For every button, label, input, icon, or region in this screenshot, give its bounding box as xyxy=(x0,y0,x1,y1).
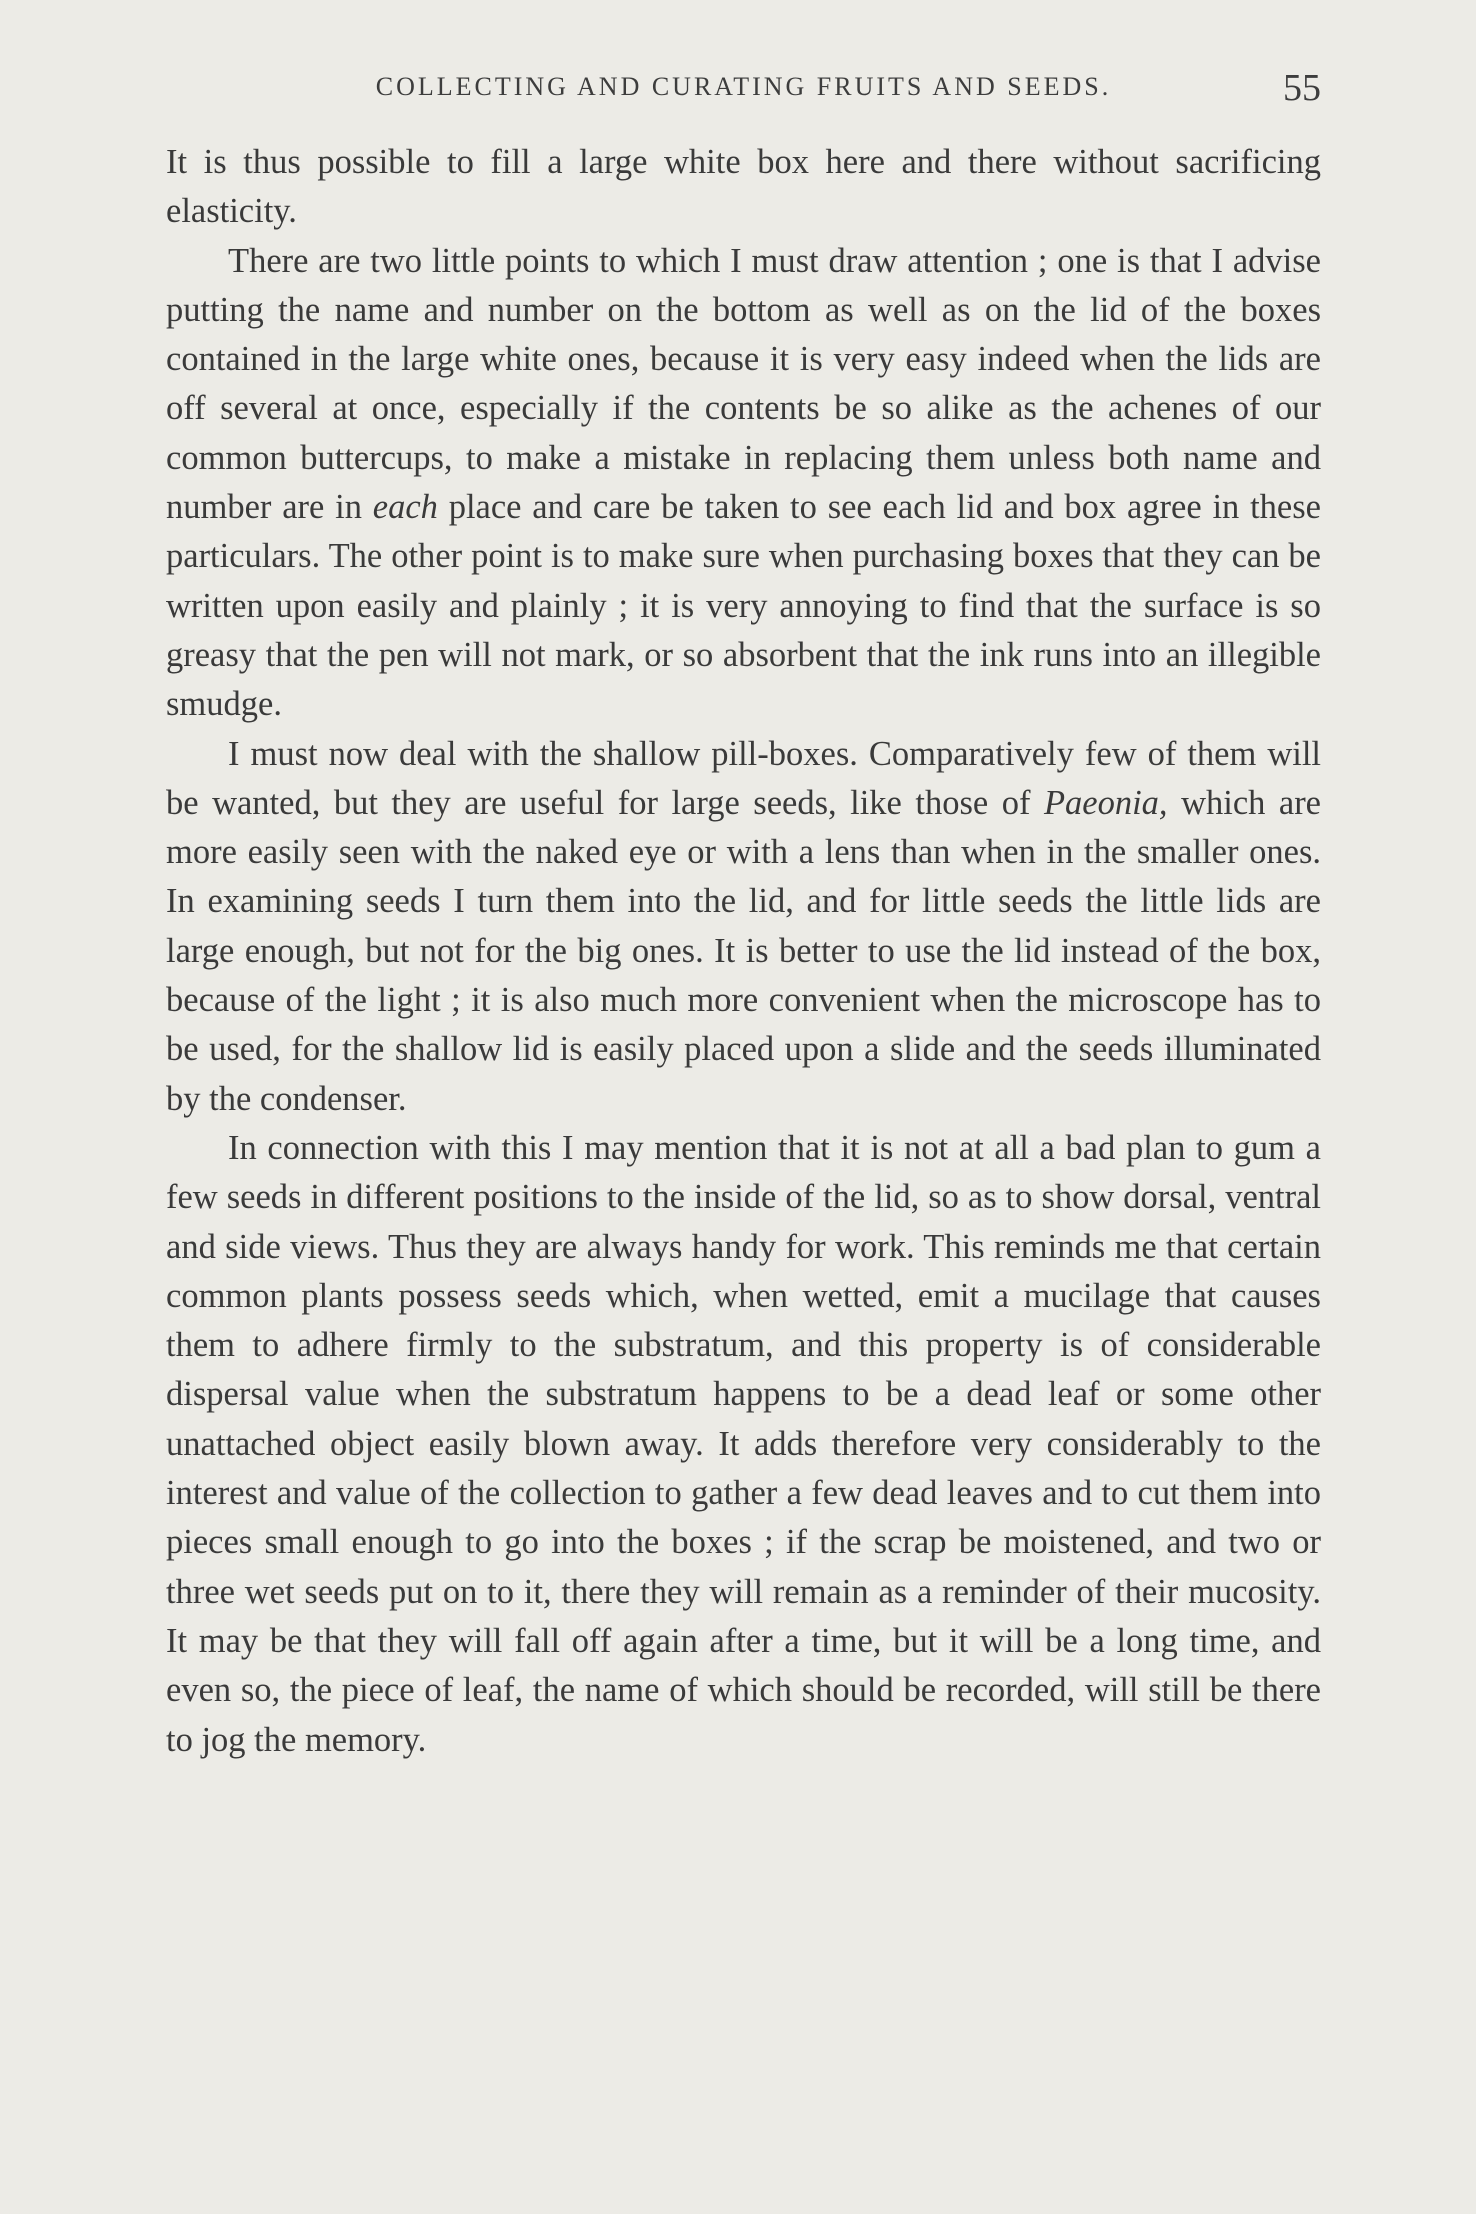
paragraph-3-text-a: I must now deal with the shallow pill-boxes. Comparatively few of them will be wanted, but they are useful for large seeds, like those of xyxy=(166,734,1321,822)
paragraph-2-text-b: place and care be taken to see each lid and box agree in these particulars. The other point is to make sure when purchasing boxes that they can be written upon easily and plainly ; it is very annoying to find that the surface is so greasy that the pen will not mark, or so absorbent that the ink runs into an illegible smudge. xyxy=(166,488,1321,724)
paragraph-1-text: It is thus possible to fill a large white box here and there without sacrificing elasticity. xyxy=(166,143,1321,231)
paragraph-3-text-b: which are more easily seen with the naked eye or with a lens than when in the smaller ones. In examining seeds I turn them into the lid, and for little seeds the little lids are large enough, but not for the big ones. It is better to use the lid instead of the box, because of the light ; it is also much more convenient when the microscope has to be used, for the shallow lid is easily placed upon a slide and the seeds illuminated by the condenser. xyxy=(166,783,1321,1118)
running-head xyxy=(166,66,1321,116)
paragraph-4-text: In connection with this I may mention that it is not at all a bad plan to gum a few seeds in different positions to the inside of the lid, so as to show dorsal, ventral and side views. Thus they are always handy for work. This reminds me that certain common plants possess seeds which, when wetted, emit a mucilage that causes them to adhere firmly to the substratum, and this property is of considerable dispersal value when the substratum happens to be a dead leaf or some other unattached object easily blown away. It adds therefore very considerably to the interest and value of the collection to gather a few dead leaves and to cut them into pieces small enough to go into the boxes ; if the scrap be moistened, and two or three wet seeds put on to it, there they will remain as a reminder of their mucosity. It may be that they will fall off again after a time, but it will be a long time, and even so, the piece of leaf, the name of which should be recorded, will still be there to jog the memory. xyxy=(166,1128,1321,1759)
paragraph-1 xyxy=(166,138,1321,237)
paragraph-3-emphasis: Paeonia, xyxy=(1043,783,1168,822)
paragraph-4 xyxy=(166,1124,1321,1765)
paragraph-2-text-a: There are two little points to which I must draw attention ; one is that I advise putting the name and number on the bottom as well as on the lid of the boxes contained in the large white ones, because it is very easy indeed when the lids are off several at once, especially if the contents be so alike as the achenes of our common buttercups, to make a mistake in replacing them unless both name and number are in xyxy=(166,241,1321,527)
page-number: 55 xyxy=(1283,67,1321,109)
running-title: COLLECTING AND CURATING FRUITS AND SEEDS. xyxy=(375,72,1112,101)
paragraph-2-emphasis: each xyxy=(372,488,438,527)
paragraph-2 xyxy=(166,237,1321,730)
paragraph-3 xyxy=(166,730,1321,1124)
body-text xyxy=(166,138,1321,1765)
